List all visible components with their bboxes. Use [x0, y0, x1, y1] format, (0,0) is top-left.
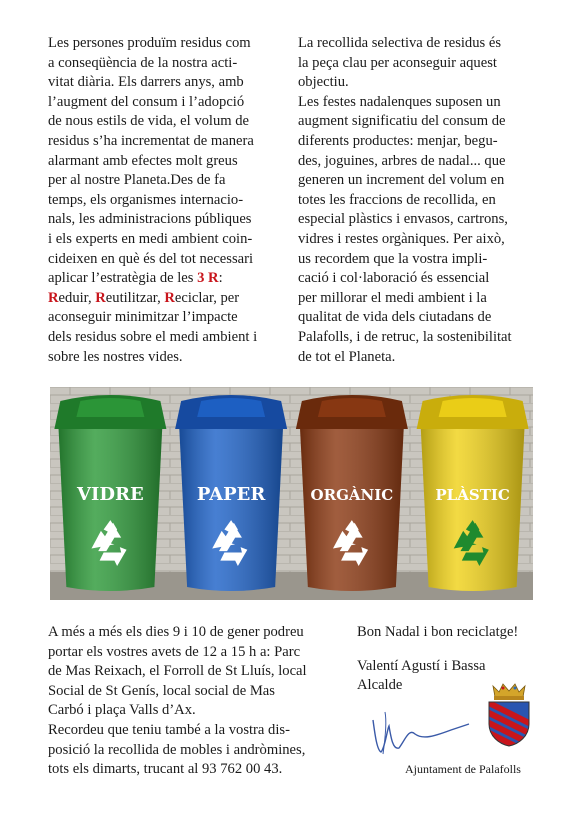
text-line: Recordeu que teniu també a la vostra dis- [48, 721, 290, 738]
text-line: Les festes nadalenques suposen un [298, 93, 501, 110]
text-line: Les persones produïm residus com [48, 35, 251, 51]
r-reciclar-rest: eciclar, per [174, 289, 240, 306]
text-line: vitat diària. Els darrers anys, amb [48, 74, 244, 91]
text-line: la peça clau per aconseguir aquest [298, 54, 497, 71]
mayor-role: Alcalde [357, 677, 403, 694]
text-line: des, joguines, arbres de nadal... que [298, 152, 506, 169]
three-r-highlight: 3 R [197, 270, 219, 287]
text-line: us recordem que la vostra impli- [298, 250, 488, 267]
r-reduir-initial: R [48, 289, 59, 306]
bin-label: PAPER [196, 484, 266, 505]
text-line: qualitat de vida dels ciutadans de [298, 309, 492, 326]
mayor-name: Valentí Agustí i Bassa [357, 657, 486, 674]
r-reutilitzar-initial: R [95, 289, 106, 306]
bin-label: VIDRE [77, 484, 144, 505]
text-line: tots els dimarts, trucant al 93 762 00 43. [48, 761, 283, 778]
text-line: generen un increment del volum en [298, 172, 505, 189]
bin-label: ORGÀNIC [310, 486, 394, 504]
recycling-bin-orgànic [296, 395, 408, 591]
r-reciclar-initial: R [164, 289, 175, 306]
campaign-column [298, 34, 538, 367]
text-line: alarmant amb efectes molt greus [48, 152, 238, 169]
text-line: de tot el Planeta. [298, 348, 396, 365]
text-line: diferents productes: menjar, begu- [298, 132, 498, 149]
text-line: temps, els organismes internacio- [48, 191, 244, 208]
strategy-line [48, 269, 288, 289]
text-line: objectiu. [298, 74, 349, 91]
r-reduir-rest: eduir, [58, 289, 96, 306]
christmas-tree-collection-notice [48, 623, 348, 780]
text-line: de nous estils de vida, el volum de [48, 113, 250, 130]
text-line: A més a més els dies 9 i 10 de gener podreu [48, 624, 304, 640]
text-line: posició la recollida de mobles i andròmines, [48, 741, 306, 758]
recycling-bin-paper [175, 395, 287, 591]
text-line: aplicar l’estratègia de les [48, 270, 198, 287]
text-line: per al nostre Planeta.Des de fa [48, 172, 226, 189]
text-line: Social de St Genís, local social de Mas [48, 682, 275, 699]
mayor-signature [365, 700, 475, 760]
r-reutilitzar-rest: eutilitzar, [105, 289, 165, 306]
text-line: totes les fraccions de recollida, en [298, 191, 496, 208]
bin-label: PLÀSTIC [435, 486, 510, 504]
recycling-bins-photo [50, 387, 533, 600]
text-line: residus s’ha incrementat de manera [48, 132, 254, 149]
text-line: aconseguir minimitzar l’impacte [48, 309, 238, 326]
recycling-bin-plàstic [417, 395, 529, 591]
palafolls-coat-of-arms-icon [483, 682, 535, 748]
recycling-bin-vidre [54, 395, 166, 591]
text-line: per millorar el medi ambient i la [298, 289, 487, 306]
institution-name: Ajuntament de Palafolls [405, 762, 521, 776]
text-line: l’augment del consum i l’adopció [48, 93, 245, 110]
text-line: dels residus sobre el medi ambient i [48, 328, 258, 345]
text-line: cideixen en què és del tot necessari [48, 250, 254, 267]
text-line: cació i col·laboració és essencial [298, 270, 490, 287]
text-line: i els experts en medi ambient coin- [48, 230, 253, 247]
text-line: de Mas Reixach, el Forroll de St Lluís, local [48, 663, 307, 680]
text-line: vidres i restes orgàniques. Per això, [298, 230, 505, 247]
text-line: a conseqüència de la nostra acti- [48, 54, 238, 71]
text-line: portar els vostres avets de 12 a 15 h a: Parc [48, 643, 301, 660]
greeting: Bon Nadal i bon reciclatge! [357, 624, 519, 640]
text-line: augment significatiu del consum de [298, 113, 506, 130]
text-line: sobre les nostres vides. [48, 348, 183, 365]
text-line: nals, les administracions públiques [48, 211, 252, 228]
intro-column [48, 34, 288, 367]
colon: : [218, 270, 223, 287]
text-line: Palafolls, i de retruc, la sostenibilitat [298, 328, 512, 345]
text-line: Carbó i plaça Valls d’Ax. [48, 702, 196, 719]
three-r-line [48, 289, 288, 309]
text-line: especial plàstics i envasos, cartrons, [298, 211, 508, 228]
text-line: La recollida selectiva de residus és [298, 35, 502, 51]
